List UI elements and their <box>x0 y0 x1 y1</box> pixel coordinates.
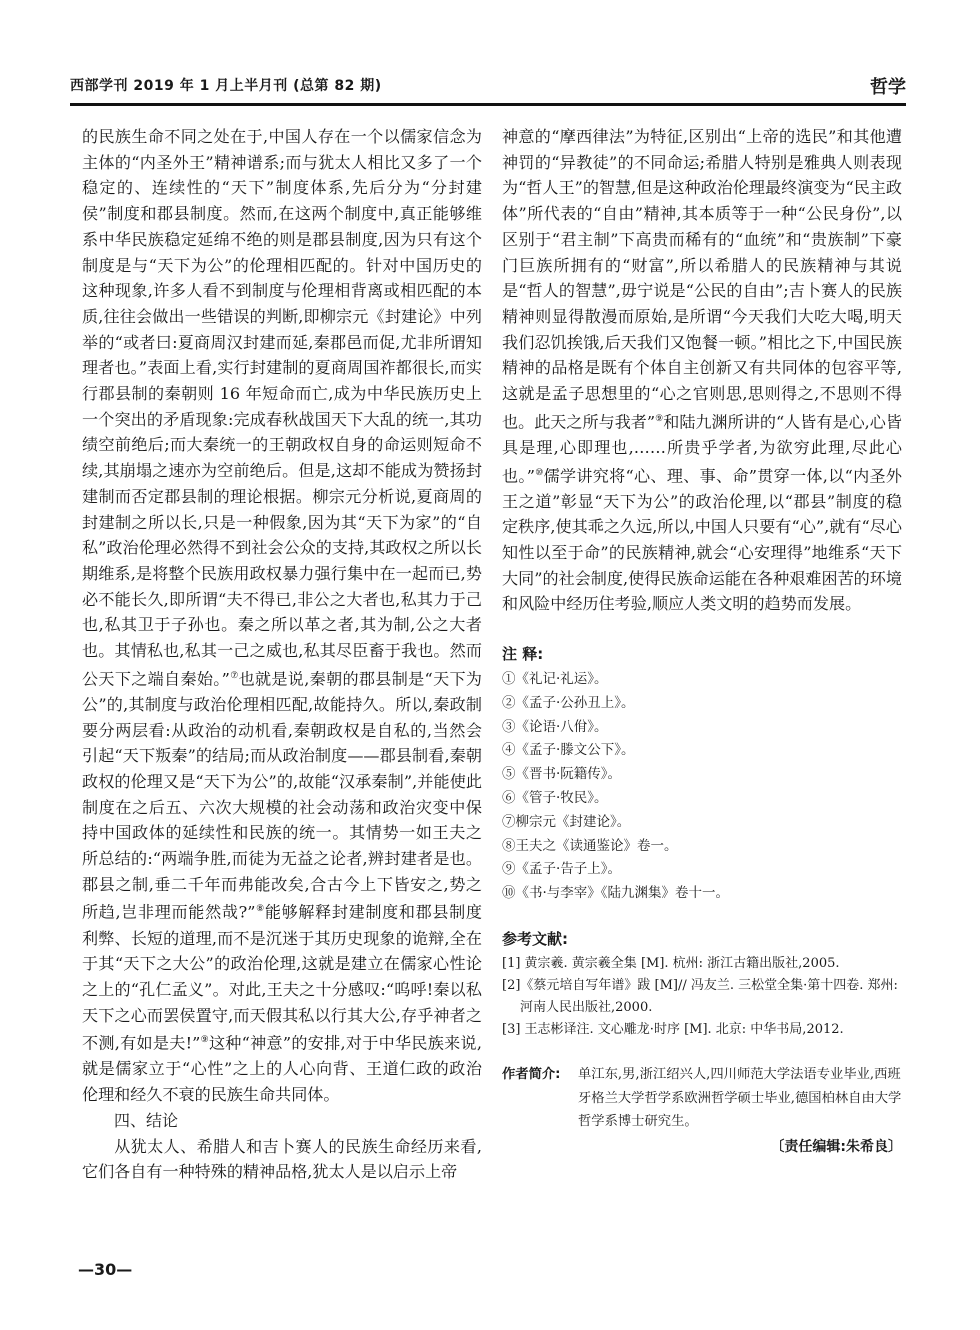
page-header <box>70 73 906 99</box>
note-item: ⑦柳宗元《封建论》。 <box>502 813 631 830</box>
conclusion-paragraph: 从犹太人、希腊人和吉卜赛人的民族生命经历来看,它们各自有一种特殊的精神品格,犹太人是以启示上帝 <box>82 1136 482 1182</box>
note-item: ②《孟子·公孙丑上》。 <box>502 694 635 711</box>
note-item: ⑨《孟子·告子上》。 <box>502 861 622 878</box>
journal-issue-line: 西部学刊 2019 年 1 月上半月刊 (总第 82 期) <box>70 78 382 94</box>
references-list <box>502 953 902 1041</box>
note-item: ⑥《管子·牧民》。 <box>502 790 608 807</box>
responsible-editor: 〔责任编辑:朱希良〕 <box>770 1138 902 1155</box>
body-paragraph: 的民族生命不同之处在于,中国人存在一个以儒家信念为主体的“内圣外王”精神谱系;而与犹太人相比又多了一个稳定的、连续性的“天下”制度体系,先后分为“分封建侯”制度和郡县制度。然而,在这两个制度中,真正能够维系中华民族稳定延绵不绝的则是郡县制度,因为只有这个制度是与“天下为公”的伦理相匹配的。针对中国历史的这种现象,许多人看不到制度与伦理相背离或相匹配的本质,往往会做出一些错误的判断,即柳宗元《封建论》中列举的“或者曰:夏商周汉封建而延,秦郡邑而促,尤非所谓知理者也。”表面上看,实行封建制的夏商周国祚都很长,而实行郡县制的秦朝则 16 年短命而亡,成为中华民族历史上一个突出的矛盾现象:完成春秋战国天下大乱的统一,其功绩空前绝后;而大秦统一的王朝政权自身的命运则短命不续,其崩塌之速亦为空前绝后。但是,这却不能成为赞扬封建制而否定郡县制的理论根据。柳宗元分析说,夏商周的封建制之所以长,只是一种假象,因为其“天下为家”的“自私”政治伦理必然得不到社会公众的支持,其政权之所以长期维系,是将整个民族用政权暴力强行集中在一起而已,势必不能长久,即所谓“夫不得已,非公之大者也,私其力于己也,私其卫于子孙也。秦之所以革之者,其为制,公之大者也。其情私也,私其一己之威也,私其尽臣畜于我也。然而公天下之端自秦始。”⑦也就是说,秦朝的郡县制是“天下为公”的,其制度与政治伦理相匹配,故能持久。所以,秦政制要分两层看:从政治的动机看,秦朝政权是自私的,当然会引起“天下叛秦”的结局;而从政治制度——郡县制看,秦朝政权的伦理又是“天下为公”的,故能“汉承秦制”,并能使此制度在之后五、六次大规模的社会动荡和政治灾变中保持中国政体的延续性和民族的统一。其情势一如王夫之所总结的:“两端争胜,而徒为无益之论者,辨封建者是也。郡县之制,垂二千年而弗能改矣,合古今上下皆安之,势之所趋,岂非理而能然哉?”⑧能够解释封建制度和郡县制度利弊、长短的道理,而不是沉迷于其历史现象的诡辩,全在于其“天下之大公”的政治伦理,这就是建立在儒家心性论之上的“孔仁孟义”。对此,王夫之十分感叹:“呜呼!秦以私天下之心而罢侯置守,而天假其私以行其大公,存乎神者之不测,有如是夫!”⑨这种“神意”的安排,对于中华民族来说,就是儒家立于“心性”之上的人心向背、王道仁政的政治伦理和经久不衰的民族生命共同体。 <box>82 127 482 1105</box>
header-rule <box>70 103 906 106</box>
note-item: ⑧王夫之《读通鉴论》卷一。 <box>502 837 678 854</box>
footnote-mark: ⑨ <box>655 413 664 424</box>
right-column <box>502 124 902 1159</box>
notes-title: 注 释: <box>502 645 544 664</box>
reference-item: [2]《蔡元培自写年谱》跋 [M]// 冯友兰. 三松堂全集·第十四卷. 郑州: 河南人民出版社,2000. <box>502 978 898 1016</box>
footnote-mark: ⑦ <box>229 670 239 681</box>
note-item: ⑤《晋书·阮籍传》。 <box>502 766 622 783</box>
author-bio <box>502 1063 902 1159</box>
reference-item: [3] 王志彬译注. 文心雕龙·时序 [M]. 北京: 中华书局,2012. <box>502 1022 844 1038</box>
references-title: 参考文献: <box>502 930 568 949</box>
note-item: ③《论语·八佾》。 <box>502 718 608 735</box>
note-item: ①《礼记·礼运》。 <box>502 671 608 688</box>
note-item: ④《孟子·滕文公下》。 <box>502 742 635 759</box>
section-name: 哲学 <box>870 77 906 98</box>
author-text: 单江东,男,浙江绍兴人,四川师范大学法语专业毕业,西班牙格兰大学哲学系欧洲哲学硕士毕业,德国柏林自由大学哲学系博士研究生。 <box>578 1067 902 1130</box>
footnote-mark: ⑩ <box>534 467 544 478</box>
page-number: —30— <box>78 1260 133 1279</box>
notes-list <box>502 668 902 906</box>
footnote-mark: ⑧ <box>255 904 265 915</box>
left-column <box>82 124 482 1185</box>
footnote-mark: ⑨ <box>200 1035 209 1046</box>
note-item: ⑩《书·与李宰》《陆九渊集》卷十一。 <box>502 885 730 902</box>
section-heading: 四、结论 <box>114 1110 179 1130</box>
author-label: 作者简介: <box>502 1067 561 1083</box>
reference-item: [1] 黄宗羲. 黄宗羲全集 [M]. 杭州: 浙江古籍出版社,2005. <box>502 956 840 972</box>
body-paragraph: 神意的“摩西律法”为特征,区别出“上帝的选民”和其他遭神罚的“异教徒”的不同命运;希腊人特别是雅典人则表现为“哲人王”的智慧,但是这种政治伦理最终演变为“民主政体”所代表的“自由”精神,其本质等于一种“公民身份”,以区别于“君主制”下高贵而稀有的“血统”和“贵族制”下豪门巨族所拥有的“财富”,所以希腊人的民族精神与其说是“哲人的智慧”,毋宁说是“公民的自由”;吉卜赛人的民族精神则显得散漫而原始,是所谓“今天我们大吃大喝,明天我们忍饥挨饿,后天我们又饱餐一顿。”相比之下,中国民族精神的品格是既有个体自主创新又有共同体的包容平等,这就是孟子思想里的“心之官则思,思则得之,不思则不得也。此天之所与我者”⑨和陆九渊所讲的“人皆有是心,心皆具是理,心即理也,……所贵乎学者,为欲穷此理,尽此心也。”⑩儒学讲究将“心、理、事、命”贯穿一体,以“内圣外王之道”彰显“天下为公”的政治伦理,以“郡县”制度的稳定秩序,使其乖之久远,所以,中国人只要有“心”,就有“尽心知性以至于命”的民族精神,就会“心安理得”地维系“天下大同”的社会制度,使得民族命运能在各种艰难困苦的环境和风险中经历住考验,顺应人类文明的趋势而发展。 <box>502 127 902 614</box>
